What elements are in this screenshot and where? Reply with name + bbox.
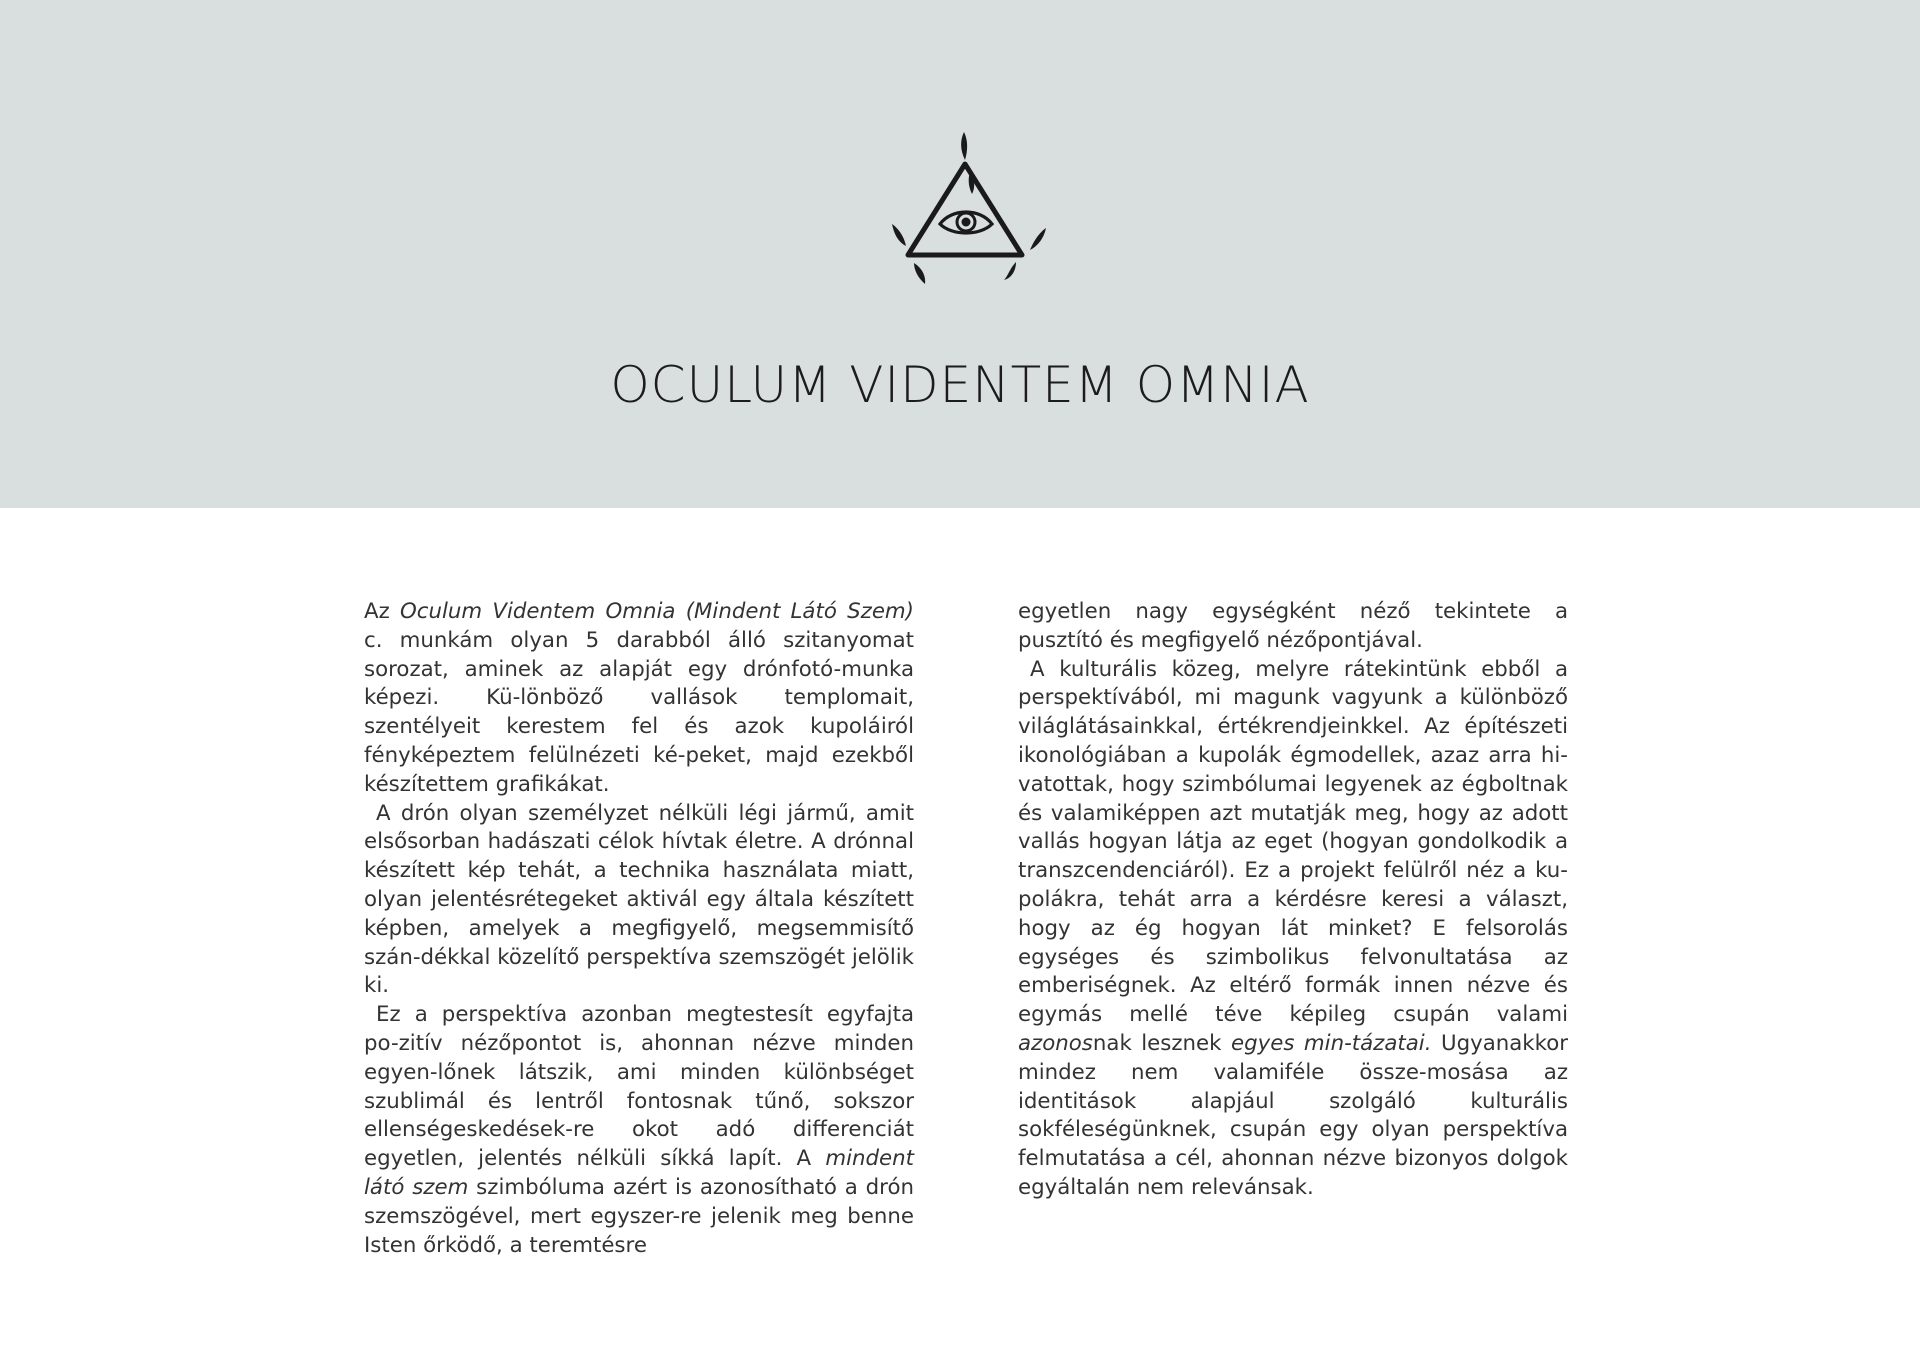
paragraph: egyetlen nagy egységként néző tekintete a pusztító és megfigyelő nézőpontjával. bbox=[1018, 599, 1568, 653]
emphasis-italic: egyes min-tázatai. bbox=[1231, 1030, 1432, 1056]
paragraph-text: c. munkám olyan 5 darabból álló szitanyomat sorozat, aminek az alapját egy drónfotó-munka képezi. Kü-lönböző vallások templomait, szentélyeit kerestem fel és azok kupoláiról fényképeztem felülnézeti ké-peket, majd ezekből készítettem grafikákat. bbox=[364, 627, 914, 797]
paragraph-text: Az bbox=[364, 599, 401, 624]
paragraph bbox=[364, 1001, 914, 1260]
all-seeing-eye-triangle-icon bbox=[880, 128, 1050, 288]
work-title-italic: Oculum Videntem Omnia (Mindent Látó Szem) bbox=[400, 599, 914, 624]
paragraph-text: Ez a perspektíva azonban megtestesít egyfajta po-zitív nézőpontot is, ahonnan nézve minden egyen-lőnek látszik, ami minden különbséget szublimál és lentről fontosnak tűnő, sokszor ellenségeskedések-re okot adó differenciát egyetlen, jelentés nélküli síkká lapít. A bbox=[364, 1002, 914, 1172]
paragraph bbox=[364, 598, 914, 800]
page-title: OCULUM VIDENTEM OMNIA bbox=[610, 356, 1310, 414]
paragraph-text: Ugyanakkor mindez nem valamiféle össze-mosása az identitások alapjául szolgáló kulturális sokféleségünknek, csupán egy olyan perspektíva felmutatása a cél, ahonnan nézve bizonyos dolgok egyáltalán nem relevánsak. bbox=[1018, 1030, 1568, 1200]
paragraph-text: A kulturális közeg, melyre rátekintünk ebből a perspektívából, mi magunk vagyunk a különböző világlátásainkkal, értékrendjeinkkel. Az építészeti ikonológiában a kupolák égmodellek, azaz arra hi-vatottak, hogy szimbólumai legyenek az égboltnak és valamiképpen azt mutatják meg, hogy az adott vallás hogyan látja az eget (hogyan gondolkodik a transzcendenciáról). Ez a projekt felülről néz a ku-polákra, tehát arra a kérdésre keresi a választ, hogy az ég hogyan lát minket? E felsorolás egységes és szimbolikus felvonultatása az emberiségnek. Az eltérő formák innen nézve és egymás mellé téve képileg csupán valami bbox=[1018, 656, 1568, 1028]
emphasis-italic: mindent látó szem bbox=[364, 1146, 914, 1200]
paragraph bbox=[1018, 656, 1568, 1203]
emphasis-italic: azonos bbox=[1018, 1030, 1093, 1056]
paragraph-text: nak lesznek bbox=[1092, 1030, 1231, 1056]
text-column-left bbox=[364, 598, 914, 1260]
paragraph: A drón olyan személyzet nélküli légi jármű, amit elsősorban hadászati célok hívtak életre. A drónnal készített kép tehát, a technika használata miatt, olyan jelentésrétegeket aktivál egy általa készített képben, amelyek a megfigyelő, megsemmisítő szán-dékkal közelítő perspektíva szemszögét jelölik ki. bbox=[364, 800, 914, 999]
header-band bbox=[0, 0, 1920, 508]
paragraph-text: szimbóluma azért is azonosítható a drón szemszögével, mert egyszer-re jelenik meg benne Isten őrködő, a teremtésre bbox=[364, 1174, 914, 1258]
text-column-right bbox=[1018, 598, 1568, 1203]
